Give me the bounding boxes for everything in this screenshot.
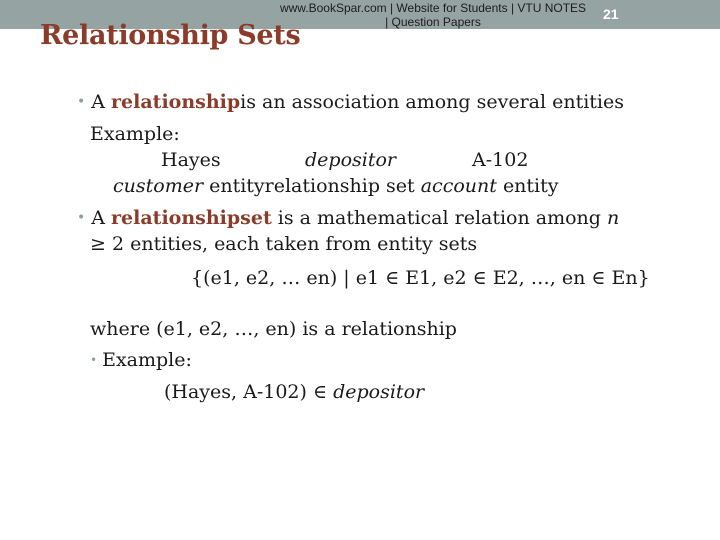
bullet-2-prefix: A: [91, 207, 105, 229]
sub-bullet-label: Example:: [102, 349, 192, 371]
example-2-tuple: (Hayes, A-102) ∈: [164, 381, 328, 403]
set-notation: {(e1, e2, … en) | e1 ∈ E1, e2 ∈ E2, …, en ∈ En}: [191, 267, 650, 289]
header-note-line-2: | Question Papers: [385, 15, 481, 29]
example-account-number: A-102: [472, 149, 529, 171]
bullet-icon: •: [77, 210, 86, 226]
header-note-line-1: www.BookSpar.com | Website for Students | VTU NOTES: [279, 1, 587, 15]
example-depositor-text: depositor: [305, 149, 396, 171]
annotation-relationship-set: relationship set: [264, 175, 415, 197]
slide-number: 21: [603, 6, 619, 22]
example-annotation: [113, 174, 559, 198]
bullet-2: [77, 206, 619, 232]
annotation-entity-1: entity: [209, 175, 265, 197]
bullet-2-line-2: ≥ 2 entities, each taken from entity sets: [90, 233, 478, 255]
where-line: where (e1, e2, …, en) is a relationship: [90, 318, 457, 340]
header-note: [268, 1, 598, 29]
annotation-customer: customer: [113, 175, 204, 197]
bullet-2-keyword-1: relationship: [111, 207, 241, 229]
bullet-icon: •: [77, 94, 86, 110]
bullet-2-n: n: [607, 207, 620, 229]
bullet-2-keyword-2: set: [240, 207, 272, 229]
example-2-relationship: depositor: [333, 381, 425, 403]
bullet-1-prefix: A: [91, 91, 105, 113]
example-label: Example:: [90, 123, 180, 145]
example-2: [164, 380, 424, 404]
slide-title: Relationship Sets: [40, 20, 301, 51]
annotation-entity-2: entity: [502, 175, 559, 197]
example-hayes: Hayes: [161, 149, 221, 171]
sub-bullet: [90, 348, 192, 374]
bullet-1: [77, 90, 624, 116]
example-depositor: [305, 148, 396, 172]
bullet-2-text: is a mathematical relation among: [277, 207, 601, 229]
annotation-account: account: [420, 175, 497, 197]
sub-bullet-icon: •: [90, 353, 98, 367]
bullet-1-text: is an association among several entities: [240, 91, 625, 113]
bullet-1-keyword: relationship: [111, 91, 241, 113]
